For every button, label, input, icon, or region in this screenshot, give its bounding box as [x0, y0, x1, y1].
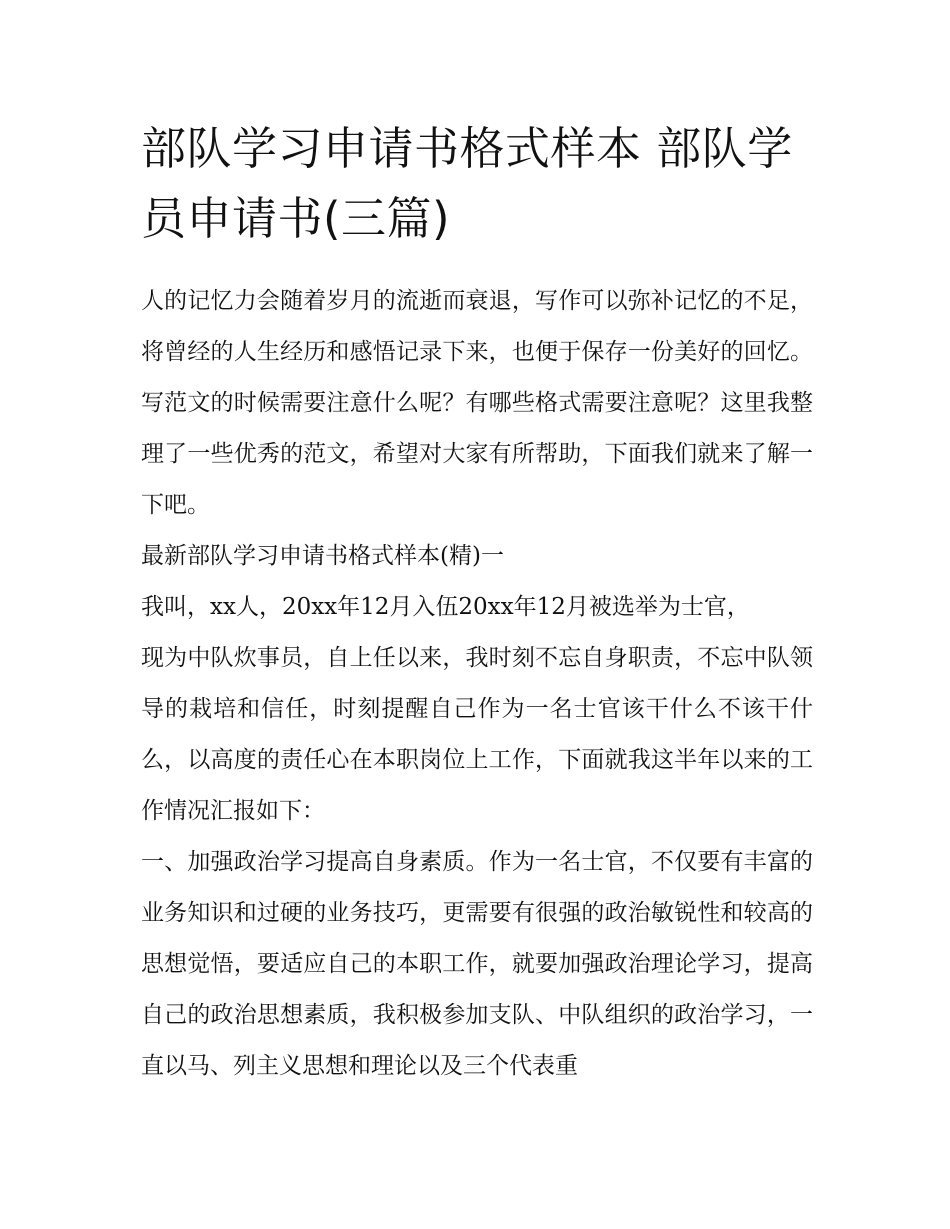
- section-heading: 最新部队学习申请书格式样本(精)一: [141, 543, 504, 569]
- body-paragraph-2: 一、加强政治学习提高自身素质。作为一名士官，不仅要有丰富的业务知识和过硬的业务技巧，更需要有很强的政治敏锐性和较高的思想觉悟，要适应自己的本职工作，就要加强政治理论学习，提高自己的政治思想素质，我积极参加支队、中队组织的政治学习，一直以马、列主义思想和理论以及三个代表重: [141, 849, 813, 1079]
- body-paragraph-1: 现为中队炊事员，自上任以来，我时刻不忘自身职责，不忘中队领导的栽培和信任，时刻提醒自己作为一名士官该干什么不该干什么，以高度的责任心在本职岗位上工作，下面就我这半年以来的工作情况汇报如下：: [141, 645, 813, 824]
- document-body: [141, 276, 813, 1092]
- document-title: 部队学习申请书格式样本 部队学员申请书(三篇): [141, 122, 793, 245]
- document-content: [141, 114, 813, 1092]
- intro-paragraph: 人的记忆力会随着岁月的流逝而衰退，写作可以弥补记忆的不足，将曾经的人生经历和感悟记录下来，也便于保存一份美好的回忆。写范文的时候需要注意什么呢？有哪些格式需要注意呢？这里我整理了一些优秀的范文，希望对大家有所帮助，下面我们就来了解一下吧。: [141, 288, 813, 518]
- body-line-1: 我叫，xx人，20xx年12月入伍20xx年12月被选举为士官，: [141, 594, 750, 620]
